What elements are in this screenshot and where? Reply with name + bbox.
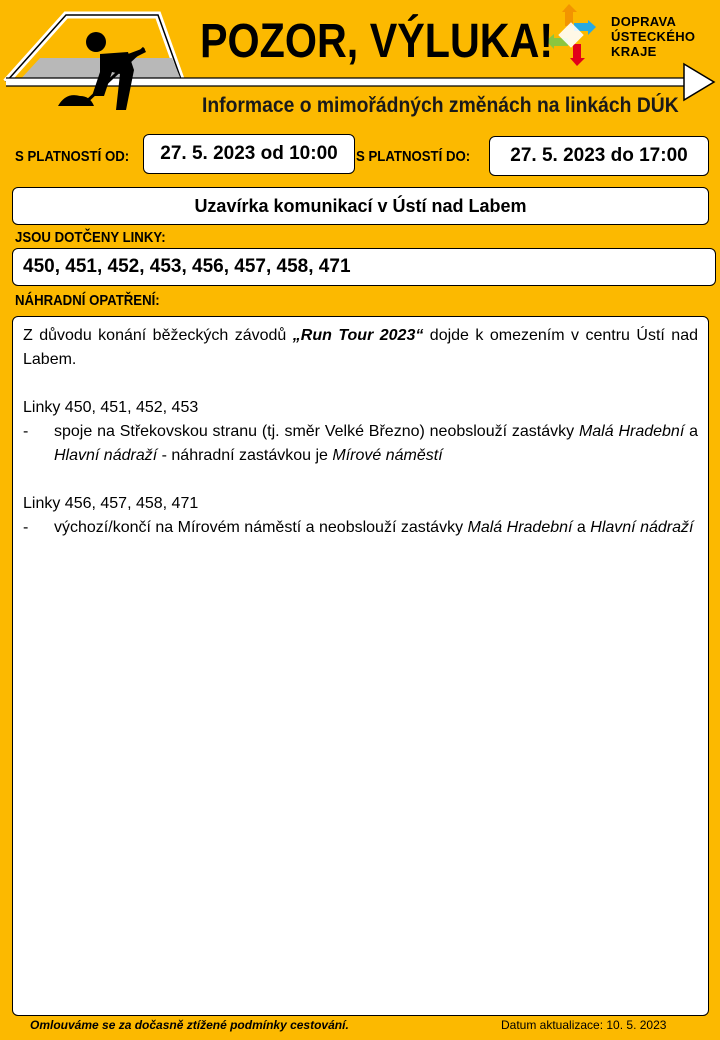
bullet-dash: - bbox=[23, 519, 29, 536]
event-name: „Run Tour 2023“ bbox=[292, 327, 424, 344]
page-subtitle: Informace o mimořádných změnách na linkách DÚK bbox=[202, 94, 679, 117]
item-text: - náhradní zastávkou je bbox=[157, 447, 333, 464]
stop-name: Malá Hradební bbox=[467, 519, 573, 536]
item-text: a bbox=[684, 423, 698, 440]
page-title: POZOR, VÝLUKA! bbox=[200, 15, 554, 68]
bullet-dash: - bbox=[23, 423, 29, 440]
group1-item bbox=[23, 420, 698, 468]
logo-line: KRAJE bbox=[611, 44, 657, 59]
group2-text bbox=[54, 516, 698, 540]
duk-logo-icon bbox=[546, 4, 596, 66]
valid-from-value: 27. 5. 2023 od 10:00 bbox=[143, 134, 355, 174]
intro-text: Z důvodu konání běžeckých závodů bbox=[23, 327, 293, 344]
group2-item bbox=[23, 516, 698, 540]
group2-title: Linky 456, 457, 458, 471 bbox=[23, 495, 199, 512]
group1-title: Linky 450, 451, 452, 453 bbox=[23, 399, 199, 416]
footer-updated: Datum aktualizace: 10. 5. 2023 bbox=[501, 1018, 667, 1032]
group1-text bbox=[54, 420, 698, 468]
stop-name: Hlavní nádraží bbox=[54, 447, 158, 464]
item-text: spoje na Střekovskou stranu (tj. směr Velké Březno) neobslouží zastávky bbox=[54, 423, 579, 440]
stop-name: Hlavní nádraží bbox=[590, 519, 694, 536]
valid-to-label: S PLATNOSTÍ DO: bbox=[356, 148, 471, 165]
item-text: a bbox=[572, 519, 591, 536]
affected-lines-value: 450, 451, 452, 453, 456, 457, 458, 471 bbox=[12, 248, 716, 286]
logo-line: ÚSTECKÉHO bbox=[611, 29, 696, 44]
footer-apology: Omlouváme se za dočasně ztížené podmínky cestování. bbox=[30, 1018, 349, 1032]
measures-intro bbox=[23, 324, 698, 372]
valid-to-value: 27. 5. 2023 do 17:00 bbox=[489, 136, 709, 176]
intro-text: dojde k omezením v centru Ústí nad Labem. bbox=[23, 327, 698, 368]
affected-lines-label: JSOU DOTČENY LINKY: bbox=[15, 229, 166, 246]
valid-from-label: S PLATNOSTÍ OD: bbox=[15, 148, 130, 165]
closure-title: Uzavírka komunikací v Ústí nad Labem bbox=[12, 187, 709, 225]
duk-logo-text bbox=[611, 14, 695, 59]
measures-box bbox=[12, 316, 709, 1016]
stop-name: Mírové náměstí bbox=[332, 447, 443, 464]
item-text: výchozí/končí na Mírovém náměstí a neobslouží zastávky bbox=[54, 519, 468, 536]
measures-label: NÁHRADNÍ OPATŘENÍ: bbox=[15, 292, 160, 309]
stop-name: Malá Hradební bbox=[578, 423, 685, 440]
logo-line: DOPRAVA bbox=[611, 14, 677, 29]
